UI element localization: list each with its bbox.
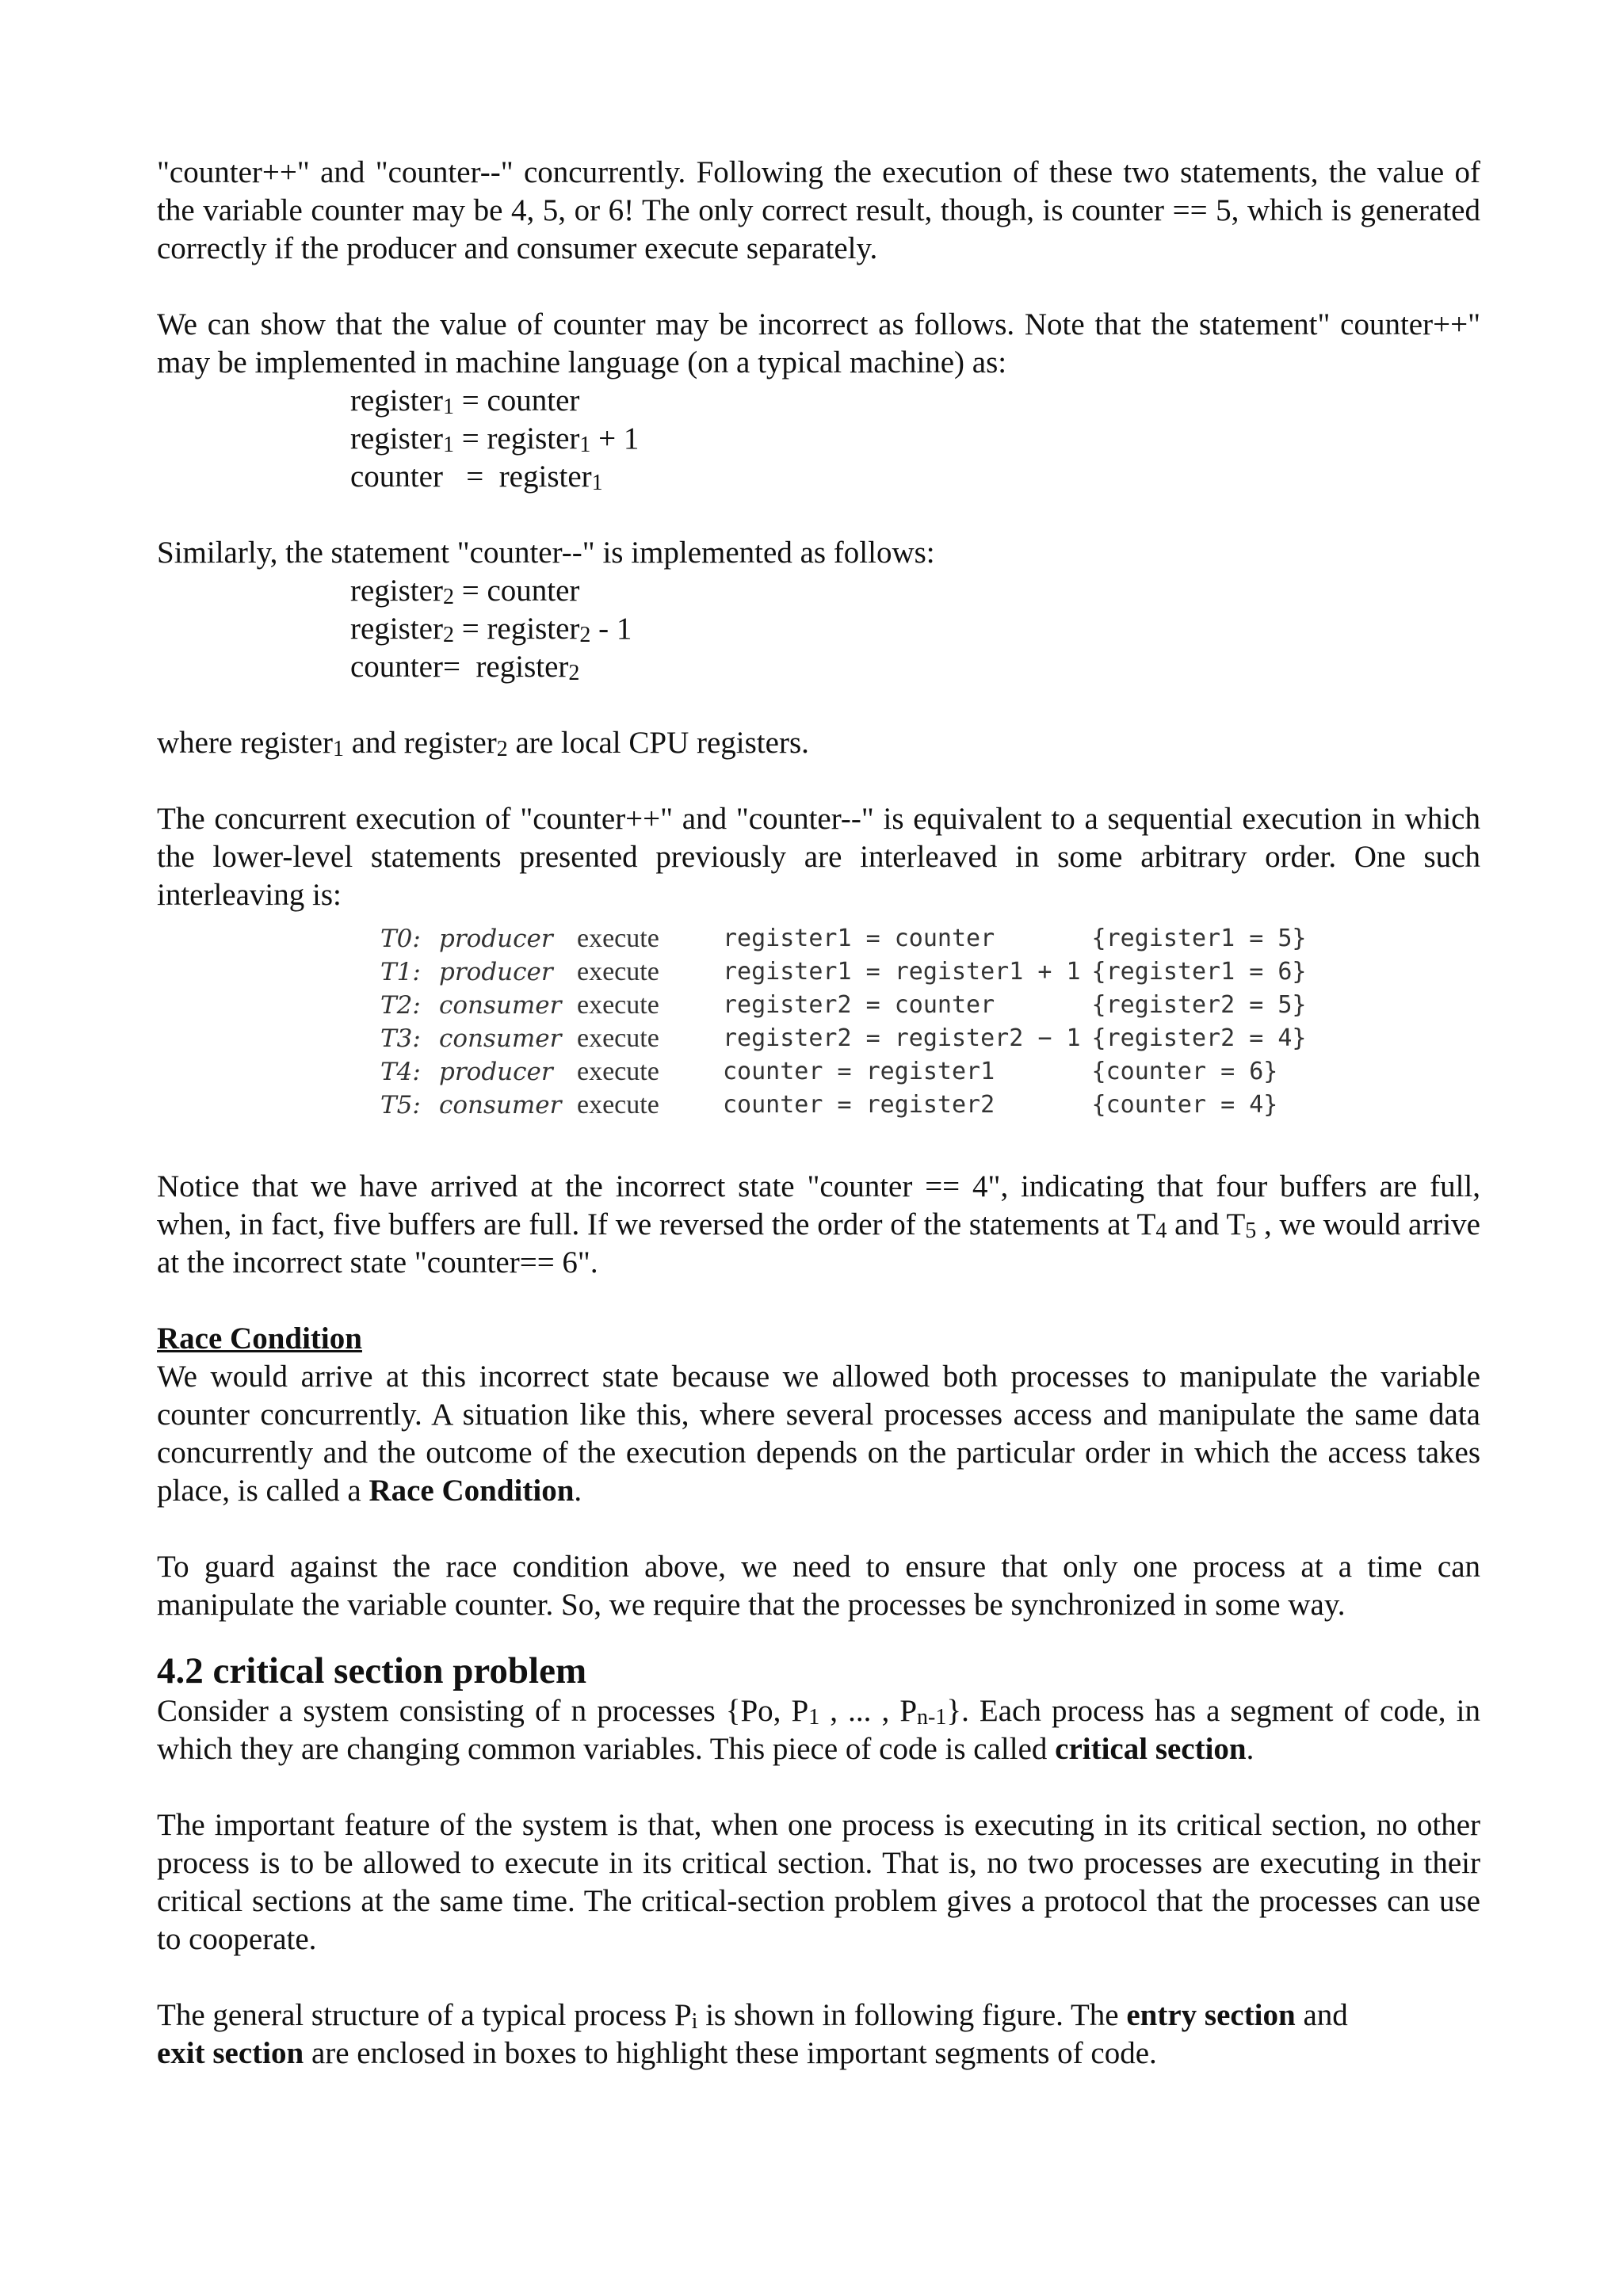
- interleaving-row: [380, 1089, 1317, 1122]
- process-name: producer: [439, 958, 553, 986]
- interleaving-row: [380, 989, 1317, 1022]
- interleaving-row: [380, 1055, 1317, 1089]
- code-line: register$_2$ = counter: [350, 574, 580, 609]
- time-step: T1:: [380, 958, 421, 986]
- resulting-state: {register1 = 6}: [1091, 958, 1307, 986]
- time-step: T0:: [380, 925, 421, 953]
- interleaving-row: [380, 922, 1317, 955]
- paragraph-intro: "counter++" and "counter--" concurrently. Following the execution of these two statements, the value of the variable counter may be 4, 5, or 6! The only correct result, though, is counter == 5, which is generated correctly if the producer and consumer execute separately.: [157, 155, 1480, 265]
- process-name: producer: [439, 925, 553, 953]
- code-counter-decrement: [350, 572, 1480, 686]
- code-line: register$_1$ = register$_1$ + 1: [350, 421, 640, 457]
- paragraph-guard: To guard against the race condition above, we need to ensure that only one process at a time can manipulate the variable counter. So, we require that the processes be synchronized in some way.: [157, 1550, 1480, 1622]
- action: execute: [577, 1090, 659, 1119]
- resulting-state: {register1 = 5}: [1091, 925, 1307, 952]
- action: execute: [577, 1057, 659, 1086]
- action: execute: [577, 924, 659, 953]
- resulting-state: {counter = 6}: [1091, 1058, 1278, 1085]
- paragraph-notice: Notice that we have arrived at the incorrect state "counter == 4", indicating that four buffers are full, when, in fact, five buffers are full. If we reversed the order of the statements at $T_4$ and $T_5$ , we would arrive at the incorrect state "counter== 6".: [157, 1169, 1480, 1280]
- section-heading: 4.2 critical section problem: [157, 1650, 587, 1691]
- code-line: counter= register$_2$: [350, 650, 580, 685]
- statement: counter = register1: [723, 1058, 995, 1085]
- paragraph-race-condition: We would arrive at this incorrect state because we allowed both processes to manipulate the variable counter concurrently. A situation like this, where several processes access and manipulate the same data concurrently and the outcome of the execution depends on the particular order in which the access takes place, is called a Race Condition.: [157, 1360, 1480, 1508]
- paragraph-consider: Consider a system consisting of n processes {Po, $P_1$ , ... , $P_{n-1}$}. Each process has a segment of code, in which they are changing common variables. This piece of code is called critical section.: [157, 1694, 1480, 1766]
- interleaving-row: [380, 955, 1317, 989]
- process-name: producer: [439, 1058, 553, 1086]
- action: execute: [577, 957, 659, 986]
- statement: register2 = counter: [723, 991, 995, 1019]
- code-line: register$_2$ = register$_2$ - 1: [350, 612, 632, 647]
- process-name: consumer: [439, 1091, 562, 1119]
- statement: register1 = register1 + 1: [723, 958, 1081, 986]
- time-step: T3:: [380, 1024, 421, 1053]
- resulting-state: {register2 = 4}: [1091, 1024, 1307, 1052]
- code-counter-increment: [350, 382, 1480, 496]
- paragraph-similarly: Similarly, the statement "counter--" is implemented as follows:: [157, 536, 935, 570]
- paragraph-show-incorrect: We can show that the value of counter may be incorrect as follows. Note that the statement" counter++" may be implemented in machine language (on a typical machine) as:: [157, 307, 1480, 379]
- paragraph-important-feature: The important feature of the system is that, when one process is executing in its critical section, no other process is to be allowed to execute in its critical section. That is, no two processes are executing in their critical sections at the same time. The critical-section problem gives a protocol that the processes can use to cooperate.: [157, 1808, 1480, 1956]
- code-line: register$_1$ = counter: [350, 383, 580, 419]
- process-name: consumer: [439, 991, 562, 1020]
- paragraph-interleaving: The concurrent execution of "counter++" and "counter--" is equivalent to a sequential execution in which the lower-level statements presented previously are interleaved in some arbitrary order. One such interleaving is:: [157, 802, 1480, 912]
- interleaving-table: [380, 922, 1317, 1122]
- process-name: consumer: [439, 1024, 562, 1053]
- time-step: T4:: [380, 1058, 421, 1086]
- statement: register1 = counter: [723, 925, 995, 952]
- statement: counter = register2: [723, 1091, 995, 1119]
- time-step: T2:: [380, 991, 421, 1020]
- resulting-state: {register2 = 5}: [1091, 991, 1307, 1019]
- resulting-state: {counter = 4}: [1091, 1091, 1278, 1119]
- paragraph-general-structure: The general structure of a typical process $P_i$ is shown in following figure. The entry section and exit section are enclosed in boxes to highlight these important segments of code.: [157, 1998, 1348, 2070]
- action: execute: [577, 990, 659, 1020]
- interleaving-row: [380, 1022, 1317, 1055]
- code-line: counter = register$_1$: [350, 460, 603, 495]
- time-step: T5:: [380, 1091, 421, 1119]
- action: execute: [577, 1024, 659, 1053]
- race-condition-heading: Race Condition: [157, 1322, 362, 1356]
- paragraph-registers: where register$_1$ and register$_2$ are local CPU registers.: [157, 726, 809, 761]
- statement: register2 = register2 − 1: [723, 1024, 1081, 1052]
- document-page: [157, 154, 1480, 2073]
